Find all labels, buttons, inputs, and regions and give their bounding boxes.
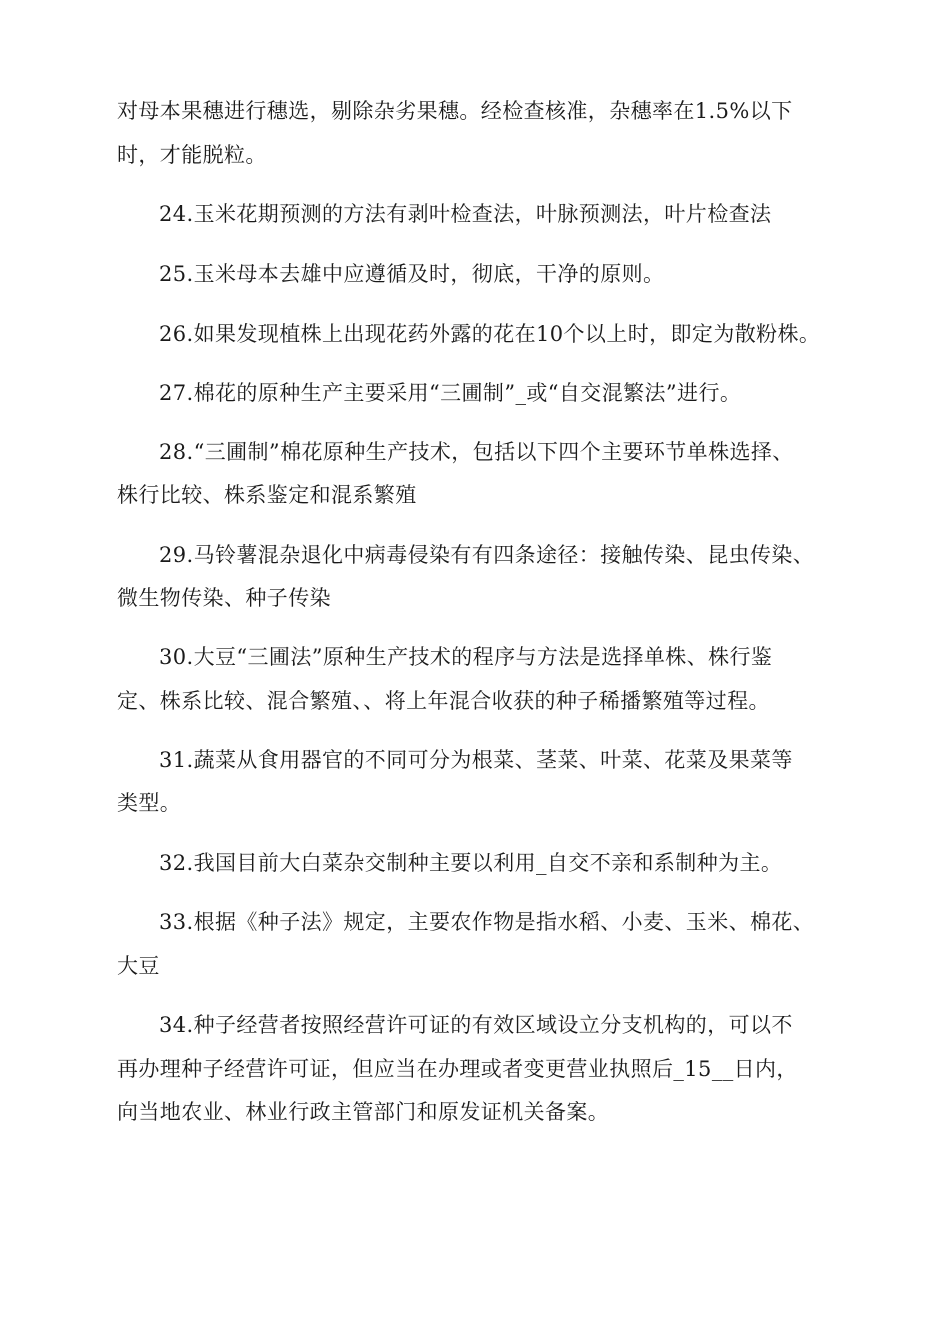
paragraph-intro-line-2: 时，才能脱粒。 [117, 143, 267, 167]
item-28-line-1: 28.“三圃制”棉花原种生产技术，包括以下四个主要环节单株选择、 [159, 440, 794, 464]
item-26: 26.如果发现植株上出现花药外露的花在10个以上时，即定为散粉株。 [159, 322, 821, 346]
item-34-line-3: 向当地农业、林业行政主管部门和原发证机关备案。 [117, 1100, 610, 1124]
item-30-line-1: 30.大豆“三圃法”原种生产技术的程序与方法是选择单株、株行鉴 [159, 645, 773, 669]
paragraph-intro-line-1: 对母本果穗进行穗选，剔除杂劣果穗。经检查核准，杂穗率在1.5%以下 [117, 99, 793, 123]
item-31-line-2: 类型。 [117, 791, 182, 815]
item-34-line-2: 再办理种子经营许可证，但应当在办理或者变更营业执照后_15__日内， [117, 1057, 798, 1081]
item-24: 24.玉米花期预测的方法有剥叶检查法，叶脉预测法，叶片检查法 [159, 202, 772, 226]
item-28-line-2: 株行比较、株系鉴定和混系繁殖 [117, 483, 417, 507]
item-33-line-1: 33.根据《种子法》规定，主要农作物是指水稻、小麦、玉米、棉花、 [159, 910, 815, 934]
item-27: 27.棉花的原种生产主要采用“三圃制”_或“自交混繁法”进行。 [159, 381, 742, 405]
item-31-line-1: 31.蔬菜从食用器官的不同可分为根菜、茎菜、叶菜、花菜及果菜等 [159, 748, 793, 772]
item-32: 32.我国目前大白菜杂交制种主要以利用_自交不亲和系制种为主。 [159, 851, 783, 875]
item-30-line-2: 定、株系比较、混合繁殖、、将上年混合收获的种子稀播繁殖等过程。 [117, 689, 770, 713]
item-25: 25.玉米母本去雄中应遵循及时，彻底，干净的原则。 [159, 262, 665, 286]
item-34-line-1: 34.种子经营者按照经营许可证的有效区域设立分支机构的，可以不 [159, 1013, 793, 1037]
item-29-line-2: 微生物传染、种子传染 [117, 586, 331, 610]
item-29-line-1: 29.马铃薯混杂退化中病毒侵染有有四条途径：接触传染、昆虫传染、 [159, 543, 815, 567]
item-33-line-2: 大豆 [117, 954, 160, 978]
